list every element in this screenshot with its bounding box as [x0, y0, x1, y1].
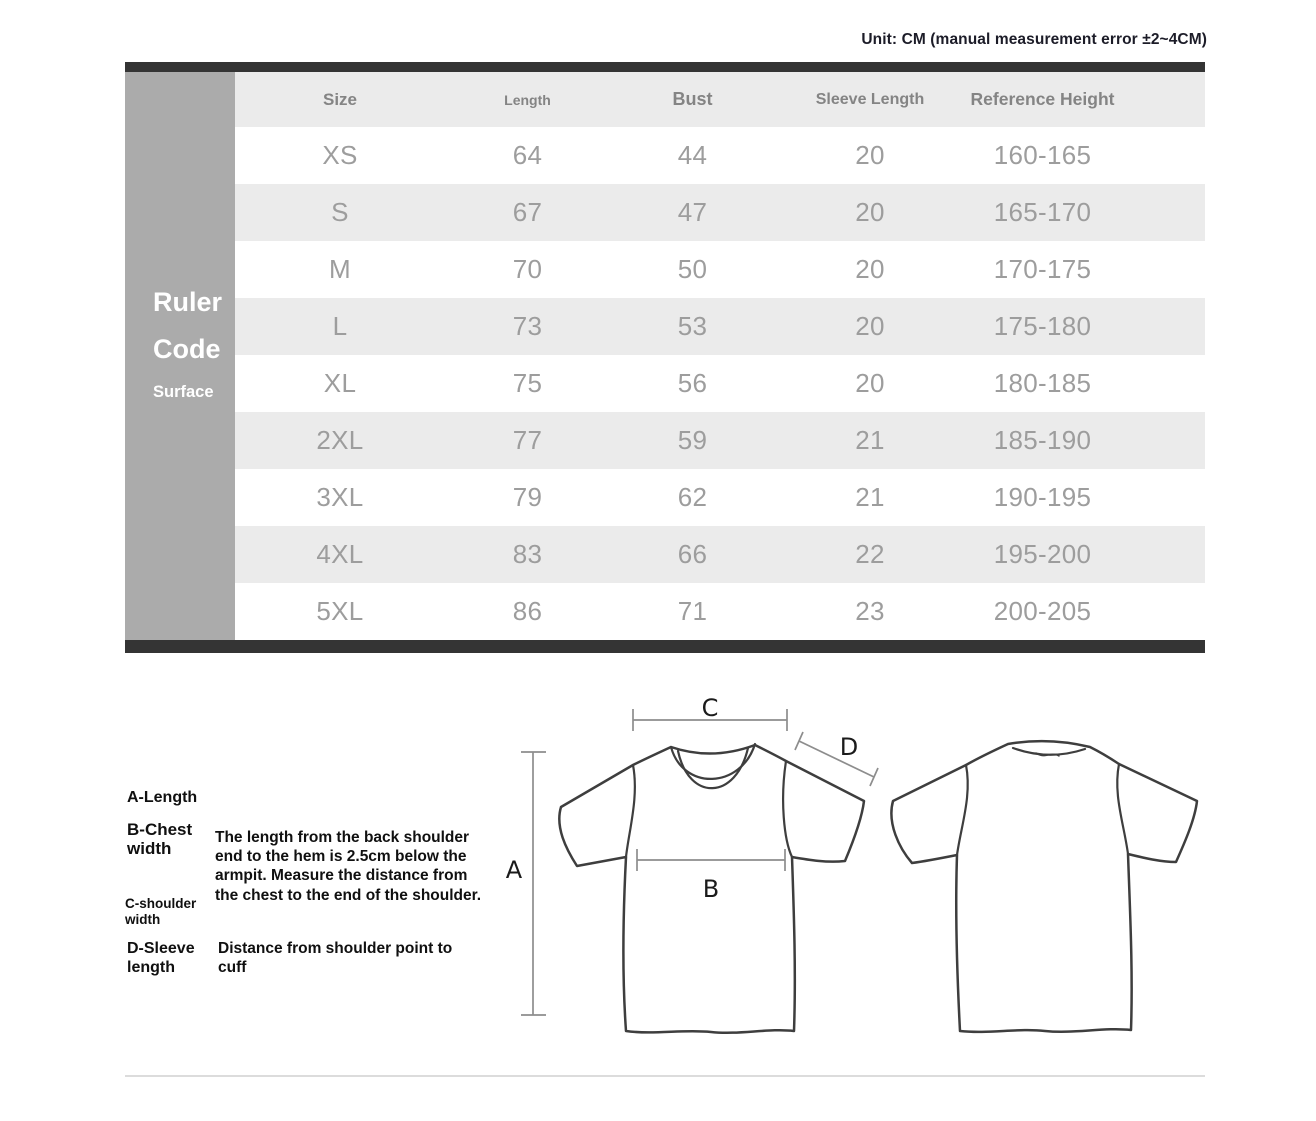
size-cell: 3XL	[235, 469, 445, 526]
value-cell: 20	[775, 298, 965, 355]
table-sidebar	[125, 72, 235, 640]
column-header: Sleeve Length	[775, 72, 965, 127]
size-cell: XS	[235, 127, 445, 184]
sidebar-title-line2: Code	[153, 334, 221, 364]
value-cell: 175-180	[965, 298, 1205, 355]
value-cell: 20	[775, 355, 965, 412]
column-header: Length	[445, 72, 610, 127]
value-cell: 83	[445, 526, 610, 583]
value-cell: 59	[610, 412, 775, 469]
column-header: Bust	[610, 72, 775, 127]
value-cell: 160-165	[965, 127, 1205, 184]
value-cell: 170-175	[965, 241, 1205, 298]
value-cell: 22	[775, 526, 965, 583]
column-header: Size	[235, 72, 445, 127]
value-cell: 70	[445, 241, 610, 298]
value-cell: 62	[610, 469, 775, 526]
value-cell: 44	[610, 127, 775, 184]
back-shirt-outline	[891, 741, 1197, 1032]
tshirt-measure-diagram	[500, 690, 1216, 1055]
marker-c: C	[701, 694, 719, 722]
value-cell: 73	[445, 298, 610, 355]
table-body	[125, 72, 1205, 640]
marker-a: A	[505, 856, 523, 884]
measure-line-d	[799, 741, 874, 777]
value-cell: 64	[445, 127, 610, 184]
value-cell: 180-185	[965, 355, 1205, 412]
value-cell: 53	[610, 298, 775, 355]
value-cell: 67	[445, 184, 610, 241]
value-cell: 77	[445, 412, 610, 469]
value-cell: 21	[775, 469, 965, 526]
value-cell: 50	[610, 241, 775, 298]
value-cell: 86	[445, 583, 610, 640]
value-cell: 20	[775, 241, 965, 298]
value-cell: 20	[775, 127, 965, 184]
value-cell: 165-170	[965, 184, 1205, 241]
b-measure-description: The length from the back shoulder end to the hem is 2.5cm below the armpit. Measure the distance from the chest to the end of the shoulder.	[215, 829, 482, 904]
value-cell: 79	[445, 469, 610, 526]
value-cell: 190-195	[965, 469, 1205, 526]
label-c-shoulder-width: C-shoulder width	[125, 896, 197, 927]
label-b-chest-width: B-Chest width	[127, 820, 193, 858]
value-cell: 21	[775, 412, 965, 469]
unit-note: Unit: CM (manual measurement error ±2~4CM)	[861, 31, 1207, 48]
size-cell: M	[235, 241, 445, 298]
sidebar-title-line1: Ruler	[153, 287, 223, 317]
value-cell: 23	[775, 583, 965, 640]
size-table-grid	[235, 72, 1205, 640]
sidebar-subtitle: Surface	[153, 383, 214, 401]
marker-b: B	[702, 875, 720, 903]
size-cell: S	[235, 184, 445, 241]
value-cell: 71	[610, 583, 775, 640]
size-table	[125, 62, 1205, 653]
label-a-length: A-Length	[127, 789, 198, 806]
value-cell: 200-205	[965, 583, 1205, 640]
size-cell: XL	[235, 355, 445, 412]
value-cell: 75	[445, 355, 610, 412]
size-cell: 2XL	[235, 412, 445, 469]
d-measure-description: Distance from shoulder point to cuff	[218, 940, 453, 977]
tshirt-back-view	[891, 741, 1197, 1032]
value-cell: 185-190	[965, 412, 1205, 469]
label-d-sleeve-length: D-Sleeve length	[127, 940, 195, 976]
table-top-bar	[125, 62, 1205, 72]
size-cell: 5XL	[235, 583, 445, 640]
size-cell: 4XL	[235, 526, 445, 583]
value-cell: 20	[775, 184, 965, 241]
value-cell: 195-200	[965, 526, 1205, 583]
table-bottom-bar	[125, 640, 1205, 653]
value-cell: 66	[610, 526, 775, 583]
column-header: Reference Height	[965, 72, 1205, 127]
bottom-divider-line	[125, 1075, 1205, 1077]
value-cell: 47	[610, 184, 775, 241]
value-cell: 56	[610, 355, 775, 412]
marker-d: D	[839, 733, 859, 761]
measure-tick	[795, 732, 803, 750]
measure-tick	[870, 768, 878, 786]
size-cell: L	[235, 298, 445, 355]
